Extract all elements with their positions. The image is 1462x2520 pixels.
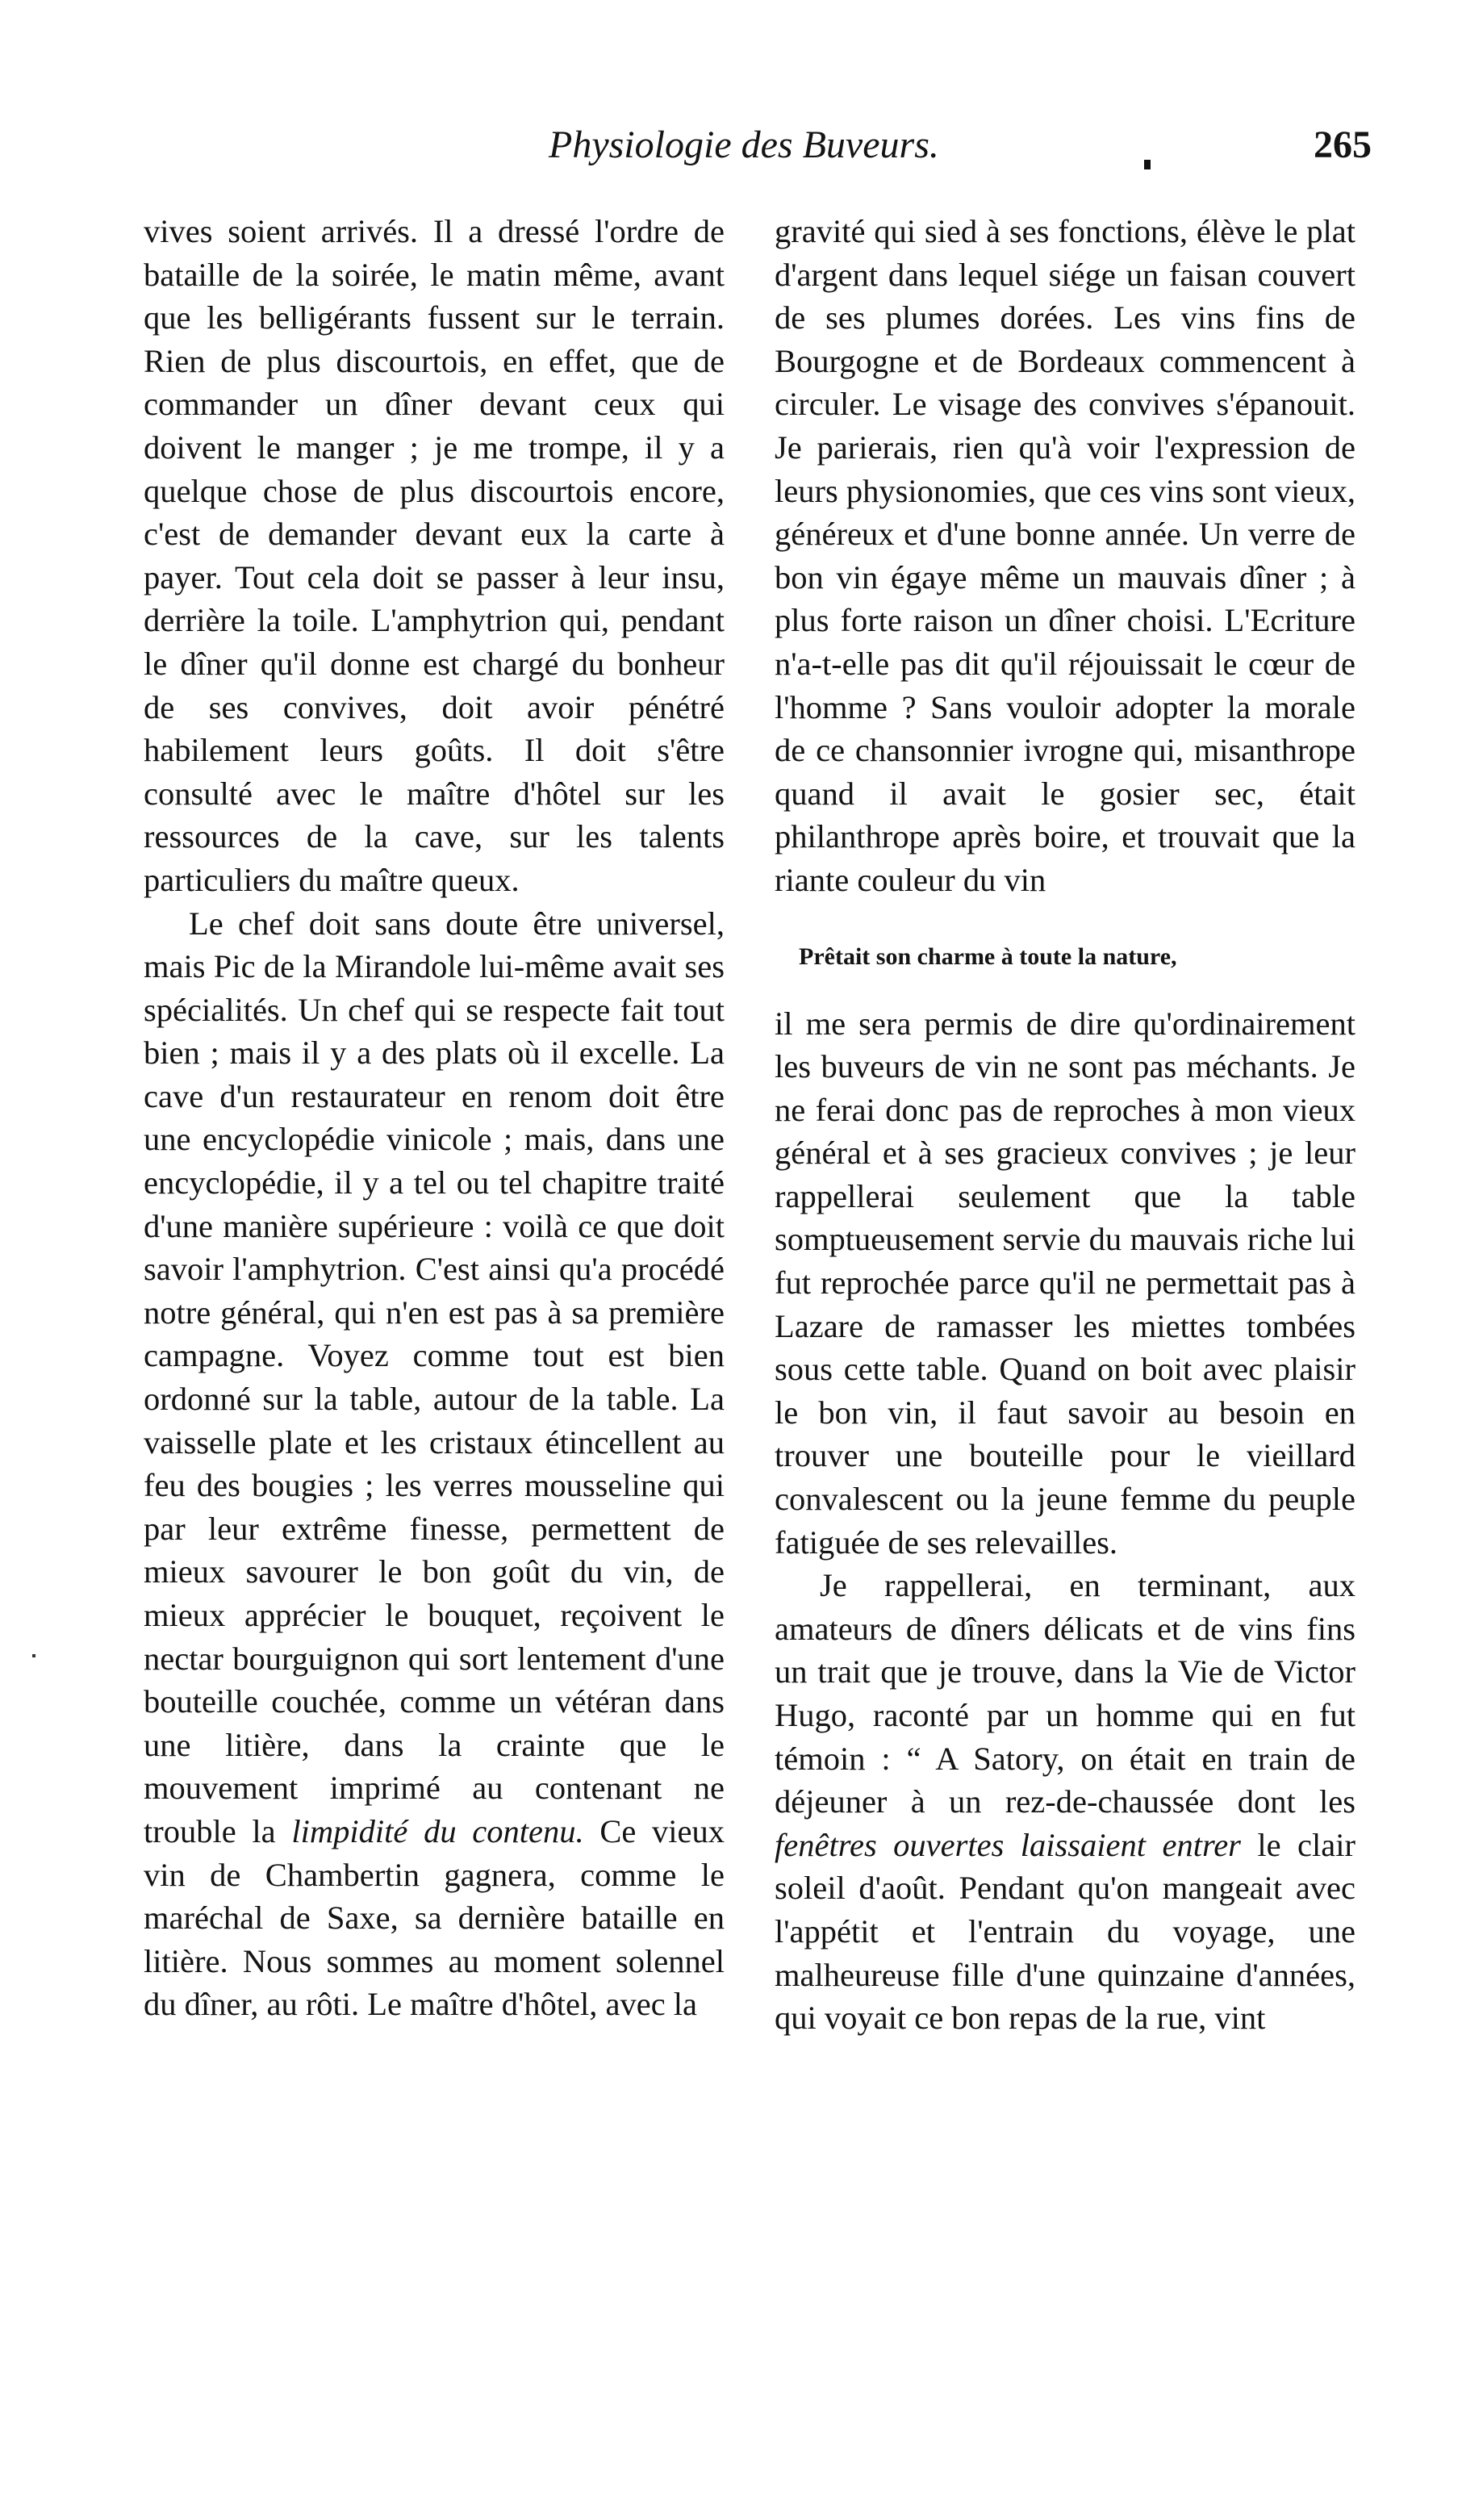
left-paragraph-2 [144, 902, 725, 2026]
right-column [775, 210, 1355, 2040]
left-column [144, 210, 725, 2026]
page-number: 265 [1314, 123, 1372, 166]
verse-quote: Prêtait son charme à toute la nature, [799, 942, 1177, 970]
print-mark [1144, 160, 1151, 169]
left-paragraph-2-end: Ce vieux vin de Chambertin gagnera, comme le maréchal de Saxe, sa dernière bataille en litière. Nous sommes au moment solennel du dîner, au rôti. Le maître d'hôtel, avec la [144, 1812, 725, 2023]
right-paragraph-3-italic: fenêtres ouvertes laissaient entrer [775, 1826, 1241, 1863]
right-paragraph-1: gravité qui sied à ses fonctions, élève le plat d'argent dans lequel siége un faisan couvert de ses plumes dorées. Les vins fins de Bourgogne et de Bordeaux commencent à circuler. Le visage des convives s'épanouit. Je parierais, rien qu'à voir l'expression de leurs physionomies, que ces vins sont vieux, généreux et d'une bonne année. Un verre de bon vin égaye même un mauvais dîner ; à plus forte raison un dîner choisi. L'Ecriture n'a-t-elle pas dit qu'il réjouissait le cœur de l'homme ? Sans vouloir adopter la morale de ce chansonnier ivrogne qui, misanthrope quand il avait le gosier sec, était philanthrope après boire, et trouvait que la riante couleur du vin [775, 213, 1355, 898]
left-paragraph-2-text: Le chef doit sans doute être universel, mais Pic de la Mirandole lui-même avait ses spécialités. Un chef qui se respecte fait tout bien ; mais il y a des plats où il excelle. La cave d'un restaurateur en renom doit être une encyclopédie vinicole ; mais, dans une encyclopédie, il y a tel ou tel chapitre traité d'une manière supérieure : voilà ce que doit savoir l'amphytrion. C'est ainsi qu'a procédé notre général, qui n'en est pas à sa première campagne. Voyez comme tout est bien ordonné sur la table, autour de la table. La vaisselle plate et les cristaux étincellent au feu des bougies ; les verres mousseline qui par leur extrême finesse, permettent de mieux savourer le bon goût du vin, de mieux apprécier le bouquet, reçoivent le nectar bourguignon qui sort lentement d'une bouteille couchée, comme un vétéran dans une litière, dans la crainte que le mouvement imprimé au contenant ne trouble la [144, 905, 725, 1849]
right-paragraph-3-text: Je rappellerai, en terminant, aux amateurs de dîners délicats et de vins fins un trait que je trouve, dans la Vie de Victor Hugo, raconté par un homme qui en fut témoin : “ A Satory, on était en train de déjeuner à un rez-de-chaussée dont les [775, 1567, 1355, 1820]
left-paragraph-1: vives soient arrivés. Il a dressé l'ordre de bataille de la soirée, le matin même, avant que les belligérants fussent sur le terrain. Rien de plus discourtois, en effet, que de commander un dîner devant ceux qui doivent le manger ; je me trompe, il y a quelque chose de plus discourtois encore, c'est de demander devant eux la carte à payer. Tout cela doit se passer à leur insu, derrière la toile. L'amphytrion qui, pendant le dîner qu'il donne est chargé du bonheur de ses convives, doit avoir pénétré habilement leurs goûts. Il doit s'être consulté avec le maître d'hôtel sur les ressources de la cave, sur les talents particuliers du maître queux. [144, 213, 725, 898]
right-paragraph-3 [775, 1564, 1355, 2040]
right-paragraph-3-end: le clair soleil d'août. Pendant qu'on mangeait avec l'appétit et l'entrain du voyage, une malheureuse fille d'une quinzaine d'années, qui voyait ce bon repas de la rue, vint [775, 1826, 1355, 2037]
page-header [0, 121, 1462, 186]
right-paragraph-2: il me sera permis de dire qu'ordinairement les buveurs de vin ne sont pas méchants. Je ne ferai donc pas de reproches à mon vieux général et à ses gracieux convives ; je leur rappellerai seulement que la table somptueusement servie du mauvais riche lui fut reprochée parce qu'il ne permettait pas à Lazare de ramasser les miettes tombées sous cette table. Quand on boit avec plaisir le bon vin, il faut savoir au besoin en trouver une bouteille pour le vieillard convalescent ou la jeune femme du peuple fatiguée de ses relevailles. [775, 1005, 1355, 1561]
running-title: Physiologie des Buveurs. [549, 123, 939, 166]
margin-speck [32, 1654, 36, 1657]
left-paragraph-2-italic: limpidité du contenu. [291, 1812, 584, 1849]
